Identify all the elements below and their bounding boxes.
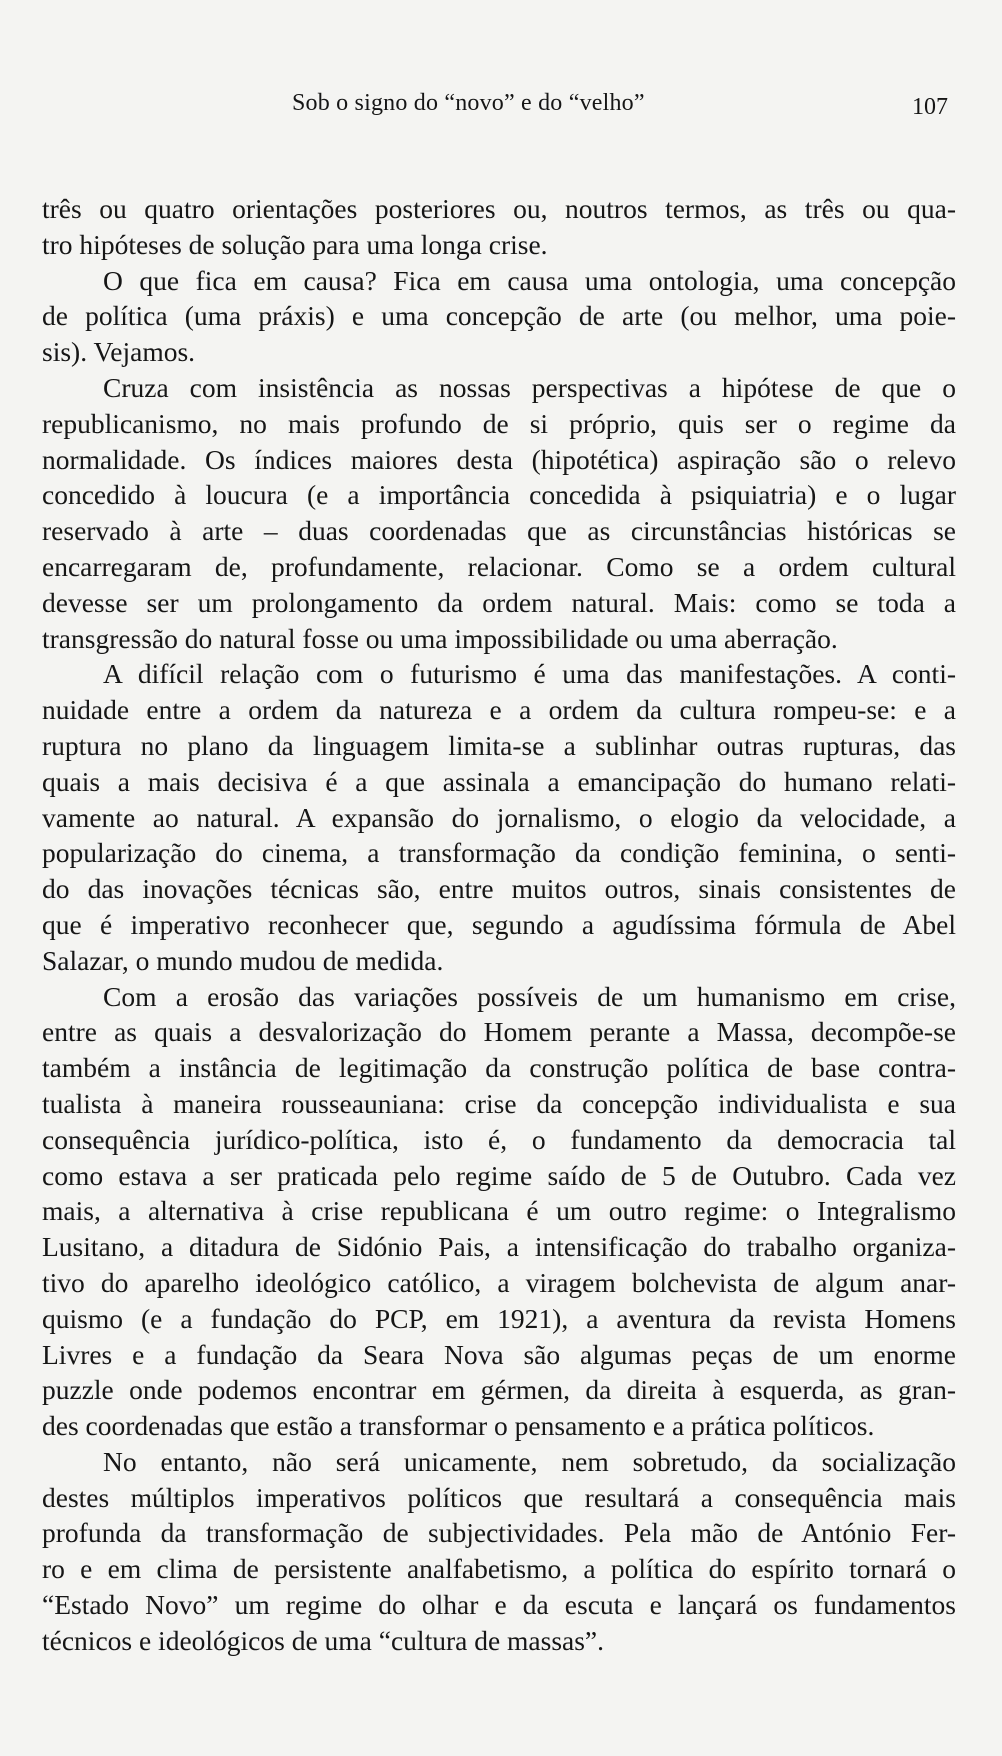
paragraph [42,191,956,263]
paragraph [42,979,956,1444]
text-line: técnicos e ideológicos de uma “cultura de massas”. [42,1624,605,1656]
paragraph [42,370,956,656]
text-line: mais, a alternativa à crise republicana é um outro regime: o Integralismo [42,1195,956,1227]
text-line: ro e em clima de persistente analfabetismo, a política do espírito tornará o [42,1553,956,1585]
text-line: “Estado Novo” um regime do olhar e da escuta e lançará os fundamentos [42,1589,956,1621]
text-line: popularização do cinema, a transformação da condição feminina, o senti- [42,837,956,869]
text-line: nuidade entre a ordem da natureza e a ordem da cultura rompeu-se: e a [42,694,956,726]
body-text [42,191,956,1659]
running-title: Sob o signo do “novo” e do “velho” [292,90,645,116]
text-line: tualista à maneira rousseauniana: crise da concepção individualista e sua [42,1087,956,1119]
paragraph [42,656,956,978]
text-line: que é imperativo reconhecer que, segundo a agudíssima fórmula de Abel [42,908,956,940]
text-line: Com a erosão das variações possíveis de um humanismo em crise, [103,980,956,1012]
text-line: Salazar, o mundo mudou de medida. [42,944,444,976]
text-line: profunda da transformação de subjectividades. Pela mão de António Fer- [42,1517,956,1549]
text-line: quais a mais decisiva é a que assinala a emancipação do humano relati- [42,765,956,797]
text-line: reservado à arte – duas coordenadas que as circunstâncias históricas se [42,515,956,547]
text-line: des coordenadas que estão a transformar o pensamento e a prática políticos. [42,1410,875,1442]
text-line: tivo do aparelho ideológico católico, a viragem bolchevista de algum anar- [42,1266,956,1298]
text-line: O que fica em causa? Fica em causa uma ontologia, uma concepção [103,264,956,296]
paragraph [42,1444,956,1659]
text-line: também a instância de legitimação da construção política de base contra- [42,1052,956,1084]
text-line: concedido à loucura (e a importância concedida à psiquiatria) e o lugar [42,479,956,511]
text-line: três ou quatro orientações posteriores ou, noutros termos, as três ou qua- [42,193,956,224]
text-line: devesse ser um prolongamento da ordem natural. Mais: como se toda a [42,586,956,618]
text-line: entre as quais a desvalorização do Homem perante a Massa, decompõe-se [42,1016,956,1048]
text-line: sis). Vejamos. [42,336,196,368]
text-line: normalidade. Os índices maiores desta (hipotética) aspiração são o relevo [42,443,956,475]
paragraph [42,263,956,370]
page-number: 107 [912,94,948,120]
text-line: tro hipóteses de solução para uma longa crise. [42,228,548,260]
text-line: transgressão do natural fosse ou uma impossibilidade ou uma aberração. [42,622,838,654]
text-line: Livres e a fundação da Seara Nova são algumas peças de um enorme [42,1338,956,1370]
text-line: como estava a ser praticada pelo regime saído de 5 de Outubro. Cada vez [42,1159,956,1191]
text-line: quismo (e a fundação do PCP, em 1921), a aventura da revista Homens [42,1302,956,1334]
text-line: do das inovações técnicas são, entre muitos outros, sinais consistentes de [42,873,956,905]
text-line: encarregaram de, profundamente, relacionar. Como se a ordem cultural [42,550,956,582]
text-line: A difícil relação com o futurismo é uma das manifestações. A conti- [103,658,956,690]
text-line: ruptura no plano da linguagem limita-se a sublinhar outras rupturas, das [42,729,956,761]
text-line: Lusitano, a ditadura de Sidónio Pais, a intensificação do trabalho organiza- [42,1231,956,1263]
text-line: consequência jurídico-política, isto é, o fundamento da democracia tal [42,1123,956,1155]
text-line: Cruza com insistência as nossas perspectivas a hipótese de que o [103,371,956,403]
text-line: puzzle onde podemos encontrar em gérmen, da direita à esquerda, as gran- [42,1374,956,1406]
text-line: No entanto, não será unicamente, nem sobretudo, da socialização [103,1445,956,1477]
text-line: destes múltiplos imperativos políticos que resultará a consequência mais [42,1481,956,1513]
text-line: republicanismo, no mais profundo de si próprio, quis ser o regime da [42,407,956,439]
text-line: de política (uma práxis) e uma concepção de arte (ou melhor, uma poie- [42,300,956,332]
text-line: vamente ao natural. A expansão do jornalismo, o elogio da velocidade, a [42,801,956,833]
